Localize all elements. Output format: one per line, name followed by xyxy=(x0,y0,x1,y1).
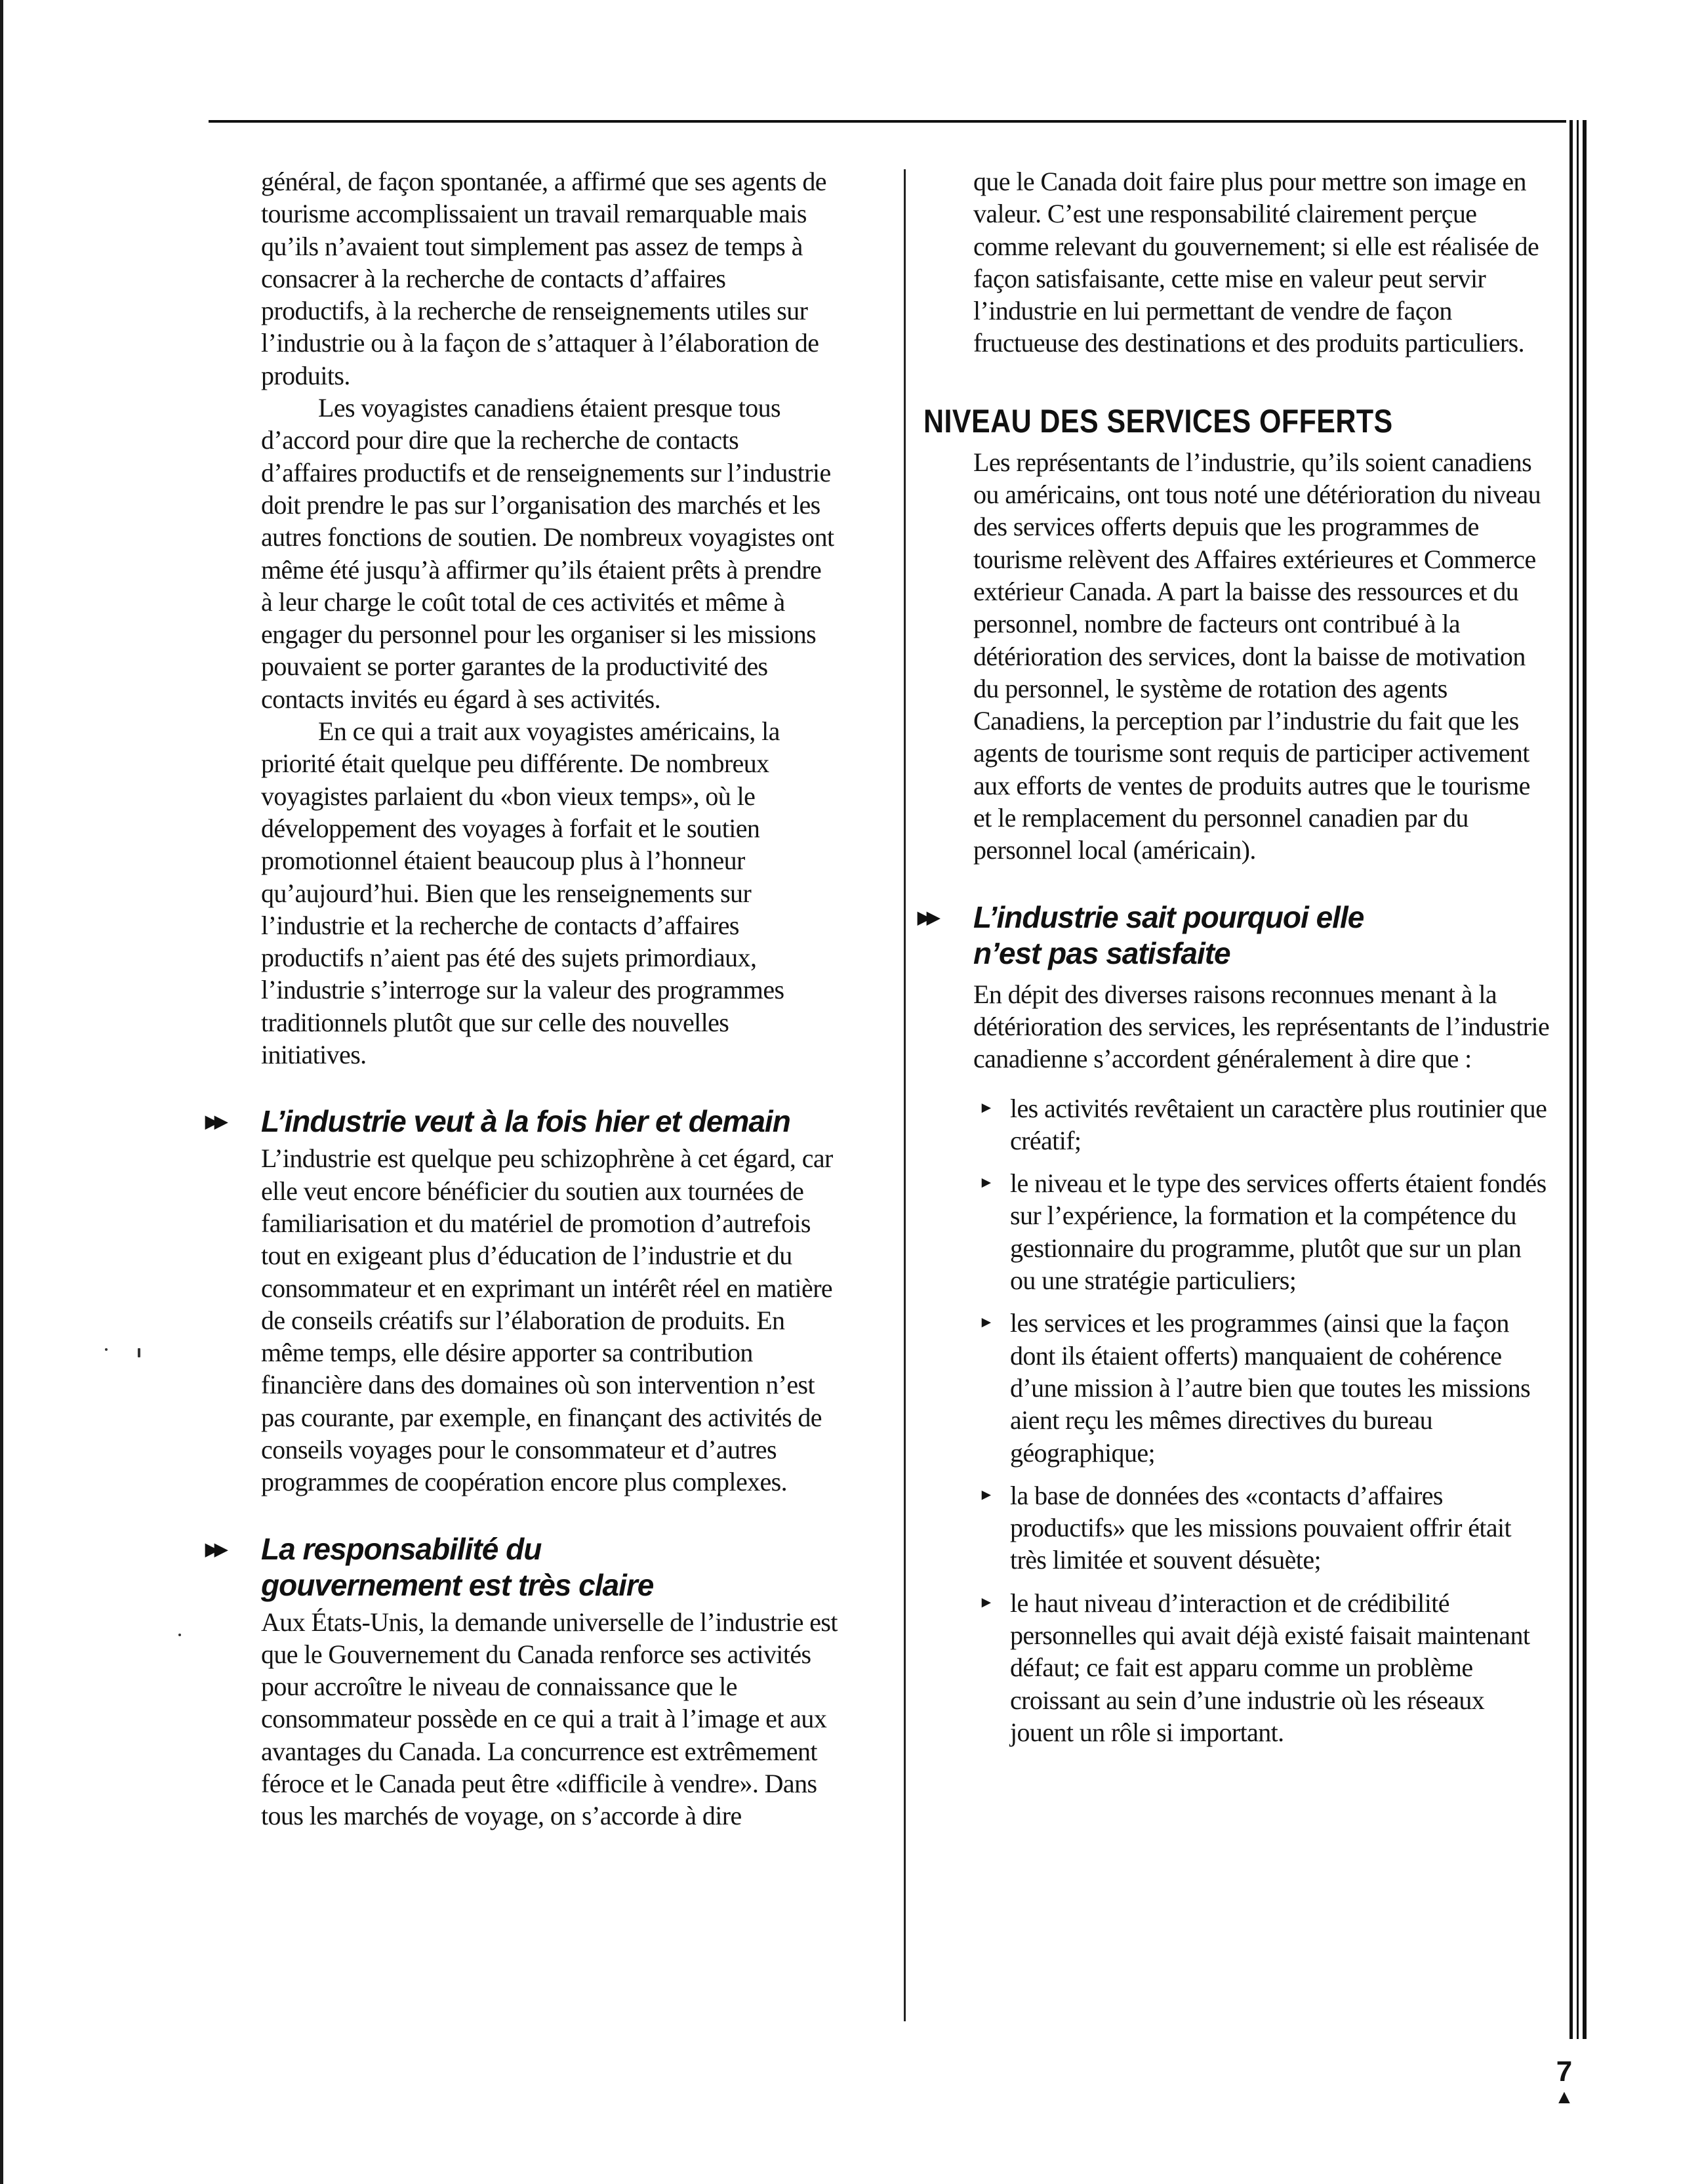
scan-speck xyxy=(105,1348,108,1351)
subheading-text-line2: n’est pas satisfaite xyxy=(973,936,1230,970)
right-column xyxy=(918,165,1550,1759)
list-item: ► les services et les programmes (ainsi que la façon dont ils étaient offerts) manquaient de cohérence d’une mission à l’autre bien que toutes les missions aient reçu les mêmes directives du bureau géographique; xyxy=(979,1308,1531,1468)
subheading xyxy=(205,1103,838,1140)
subheading-text-line2: gouvernement est très claire xyxy=(261,1567,654,1602)
subheading-text-line1: La responsabilité du xyxy=(261,1531,542,1566)
double-arrow-icon: ▶▶ xyxy=(918,907,936,927)
list-item: ► les activités revêtaient un caractère plus routinier que créatif; xyxy=(979,1093,1547,1155)
bullet-list xyxy=(973,1092,1550,1749)
bullet-triangle-icon: ► xyxy=(979,1594,994,1611)
paragraph: Les représentants de l’industrie, qu’ils soient canadiens ou américains, ont tous noté une détérioration du niveau des services offerts depuis que les programmes de tourisme relèvent des Affaires extérieures et Commerce extérieur Canada. A part la baisse des ressources et du personnel, nombre de facteurs ont contribué à la détérioration des services, dont la baisse de motivation du personnel, le système de rotation des agents Canadiens, la perception par l’industrie du fait que les agents de tourisme sont requis de participer activement aux efforts de ventes de produits autres que le tourisme et le remplacement du personnel canadien par du personnel local (américain). xyxy=(973,447,1541,865)
left-column xyxy=(205,165,838,1832)
double-arrow-icon: ▶▶ xyxy=(205,1111,224,1132)
bullet-triangle-icon: ► xyxy=(979,1099,994,1117)
top-rule xyxy=(209,120,1566,123)
page-number xyxy=(1554,2057,1574,2108)
paragraph: En dépit des diverses raisons reconnues menant à la détérioration des services, les représentants de l’industrie canadienne s’accordent généralement à dire que : xyxy=(973,979,1550,1074)
paragraph: Aux États-Unis, la demande universelle de l’industrie est que le Gouvernement du Canada renforce ses activités pour accroître le niveau de connaissance que le consommateur possède en ce qui a trait à l’image et aux avantages du Canada. La concurrence est extrêmement féroce et le Canada peut être «difficile à vendre». Dans tous les marchés de voyage, on s’accorde à dire xyxy=(261,1607,838,1831)
list-item: ► le haut niveau d’interaction et de crédibilité personnelles qui avait déjà existé faisait maintenant défaut; ce fait est apparu comme un problème croissant au sein d’une industrie où les réseaux jouent un rôle si important. xyxy=(979,1588,1530,1747)
list-item: ► la base de données des «contacts d’affaires productifs» que les missions pouvaient offrir était très limitée et souvent désuète; xyxy=(979,1480,1512,1575)
subheading xyxy=(205,1531,838,1603)
bullet-triangle-icon: ► xyxy=(979,1174,994,1192)
column-divider xyxy=(904,169,906,2021)
scan-speck xyxy=(178,1634,181,1636)
list-item: ► le niveau et le type des services offerts étaient fondés sur l’expérience, la formation et la compétence du gestionnaire du programme, plutôt que sur un plan ou une stratégie particuliers; xyxy=(979,1168,1547,1296)
paragraph: En ce qui a trait aux voyagistes américains, la priorité était quelque peu différente. De nombreux voyagistes parlaient du «bon vieux temps», où le développement des voyages à forfait et le soutien promotionnel étaient beaucoup plus à l’honneur qu’aujourd’hui. Bien que les renseignements sur l’industrie et la recherche de contacts d’affaires productifs n’aient pas été des sujets primordiaux, l’industrie s’interroge sur la valeur des programmes traditionnels plutôt que sur celle des nouvelles initiatives. xyxy=(261,716,784,1070)
paragraph: que le Canada doit faire plus pour mettre son image en valeur. C’est une responsabilité clairement perçue comme relevant du gouvernement; si elle est réalisée de façon satisfaisante, cette mise en valeur peut servir l’industrie en lui permettant de vendre de façon fructueuse des destinations et des produits particuliers. xyxy=(973,167,1539,358)
bullet-triangle-icon: ► xyxy=(979,1486,994,1504)
page-number-text: 7 xyxy=(1556,2055,1573,2088)
right-margin-bars xyxy=(1569,120,1587,2039)
subheading xyxy=(918,899,1550,972)
bullet-triangle-icon: ► xyxy=(979,1314,994,1332)
paragraph: Les voyagistes canadiens étaient presque tous d’accord pour dire que la recherche de contacts d’affaires productifs et de renseignements sur l’industrie doit prendre le pas sur l’organisation des marchés et les autres fonctions de soutien. De nombreux voyagistes ont même été jusqu’à affirmer qu’ils étaient prêts à prendre à leur charge le coût total de ces activités et même à engager du personnel pour les organiser si les missions pouvaient se porter garantes de la productivité des contacts invités eu égard à ses activités. xyxy=(261,393,834,714)
paragraph: général, de façon spontanée, a affirmé que ses agents de tourisme accomplissaient un travail remarquable mais qu’ils n’avaient tout simplement pas assez de temps à consacrer à la recherche de contacts d’affaires productifs, à la recherche de renseignements utiles sur l’industrie ou à la façon de s’attaquer à l’élaboration de produits. xyxy=(261,167,826,390)
double-arrow-icon: ▶▶ xyxy=(205,1538,224,1559)
scan-speck xyxy=(138,1348,140,1357)
subheading-text-line1: L’industrie sait pourquoi elle xyxy=(973,899,1364,934)
subheading-text: L’industrie veut à la fois hier et demain xyxy=(261,1104,790,1139)
section-heading: NIVEAU DES SERVICES OFFERTS xyxy=(923,402,1393,440)
triangle-icon: ▲ xyxy=(1554,2086,1574,2108)
paragraph: L’industrie est quelque peu schizophrène à cet égard, car elle veut encore bénéficier du soutien aux tournées de familiarisation et du matériel de promotion d’autrefois tout en exigeant plus d’éducation de l’industrie et du consommateur et en exprimant un intérêt réel en matière de conseils créatifs sur l’élaboration de produits. En même temps, elle désire apporter sa contribution financière dans des domaines où son intervention n’est pas courante, par exemple, en finançant des activités de conseils voyages pour le consommateur et d’autres programmes de coopération encore plus complexes. xyxy=(261,1144,833,1497)
scan-edge xyxy=(0,0,3,2184)
